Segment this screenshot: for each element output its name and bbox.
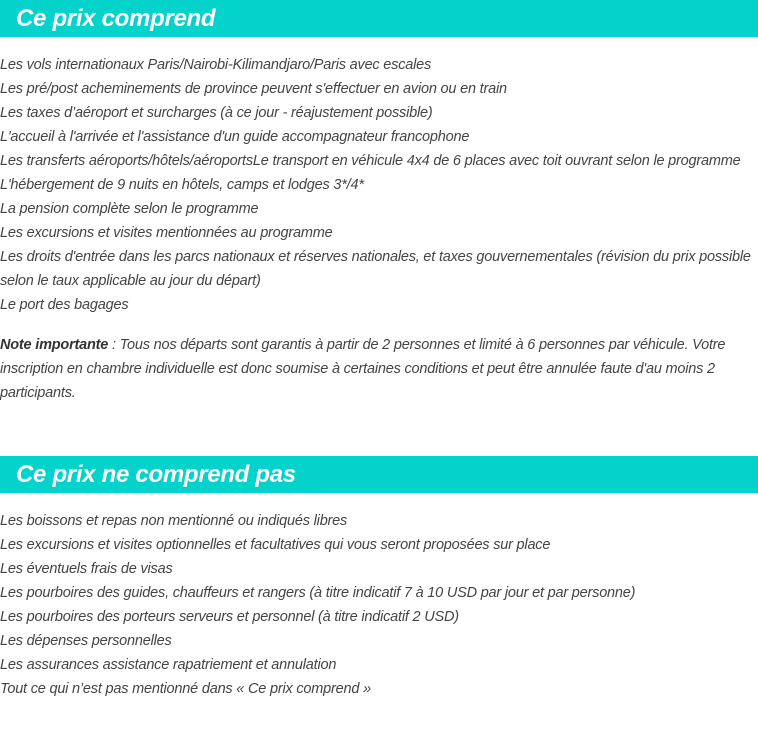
list-item: Les éventuels frais de visas	[0, 561, 173, 577]
price-includes-title: Ce prix comprend	[16, 5, 216, 32]
list-item: Les pourboires des guides, chauffeurs et rangers (à titre indicatif 7 à 10 USD par jour et par personne)	[0, 585, 636, 601]
list-item: L'hébergement de 9 nuits en hôtels, camps et lodges 3*/4*	[0, 177, 364, 193]
list-item: Les vols internationaux Paris/Nairobi-Kilimandjaro/Paris avec escales	[0, 57, 432, 73]
important-note	[0, 333, 758, 405]
list-item: Les droits d'entrée dans les parcs nationaux et réserves nationales, et taxes gouvernementales (révision du prix possible selon le taux applicable au jour du départ)	[0, 249, 751, 289]
important-note-label: Note importante	[0, 337, 109, 353]
list-item: Les transferts aéroports/hôtels/aéroportsLe transport en véhicule 4x4 de 6 places avec toit ouvrant selon le programme	[0, 153, 741, 169]
list-item: Les excursions et visites optionnelles et facultatives qui vous seront proposées sur place	[0, 537, 551, 553]
price-excludes-title: Ce prix ne comprend pas	[16, 461, 296, 488]
important-note-text: : Tous nos départs sont garantis à partir de 2 personnes et limité à 6 personnes par véhicule. Votre inscription en chambre individuelle est donc soumise à certaines conditions et peut être annulée faute d'au moins 2 participants.	[0, 337, 726, 401]
list-item: Les dépenses personnelles	[0, 633, 172, 649]
price-includes-list	[0, 53, 758, 317]
list-item: Les pourboires des porteurs serveurs et personnel (à titre indicatif 2 USD)	[0, 609, 459, 625]
list-item: Les taxes d’aéroport et surcharges (à ce jour - réajustement possible)	[0, 105, 433, 121]
list-item: Le port des bagages	[0, 297, 129, 313]
list-item: Tout ce qui n’est pas mentionné dans « Ce prix comprend »	[0, 681, 371, 697]
list-item: Les excursions et visites mentionnées au programme	[0, 225, 333, 241]
list-item: L'accueil à l'arrivée et l'assistance d'un guide accompagnateur francophone	[0, 129, 470, 145]
list-item: Les boissons et repas non mentionné ou indiqués libres	[0, 513, 348, 529]
list-item: La pension complète selon le programme	[0, 201, 259, 217]
price-excludes-header	[0, 456, 758, 493]
list-item: Les assurances assistance rapatriement et annulation	[0, 657, 337, 673]
price-excludes-section	[0, 456, 758, 701]
price-includes-header	[0, 0, 758, 37]
price-excludes-list	[0, 509, 758, 701]
list-item: Les pré/post acheminements de province peuvent s'effectuer en avion ou en train	[0, 81, 507, 97]
